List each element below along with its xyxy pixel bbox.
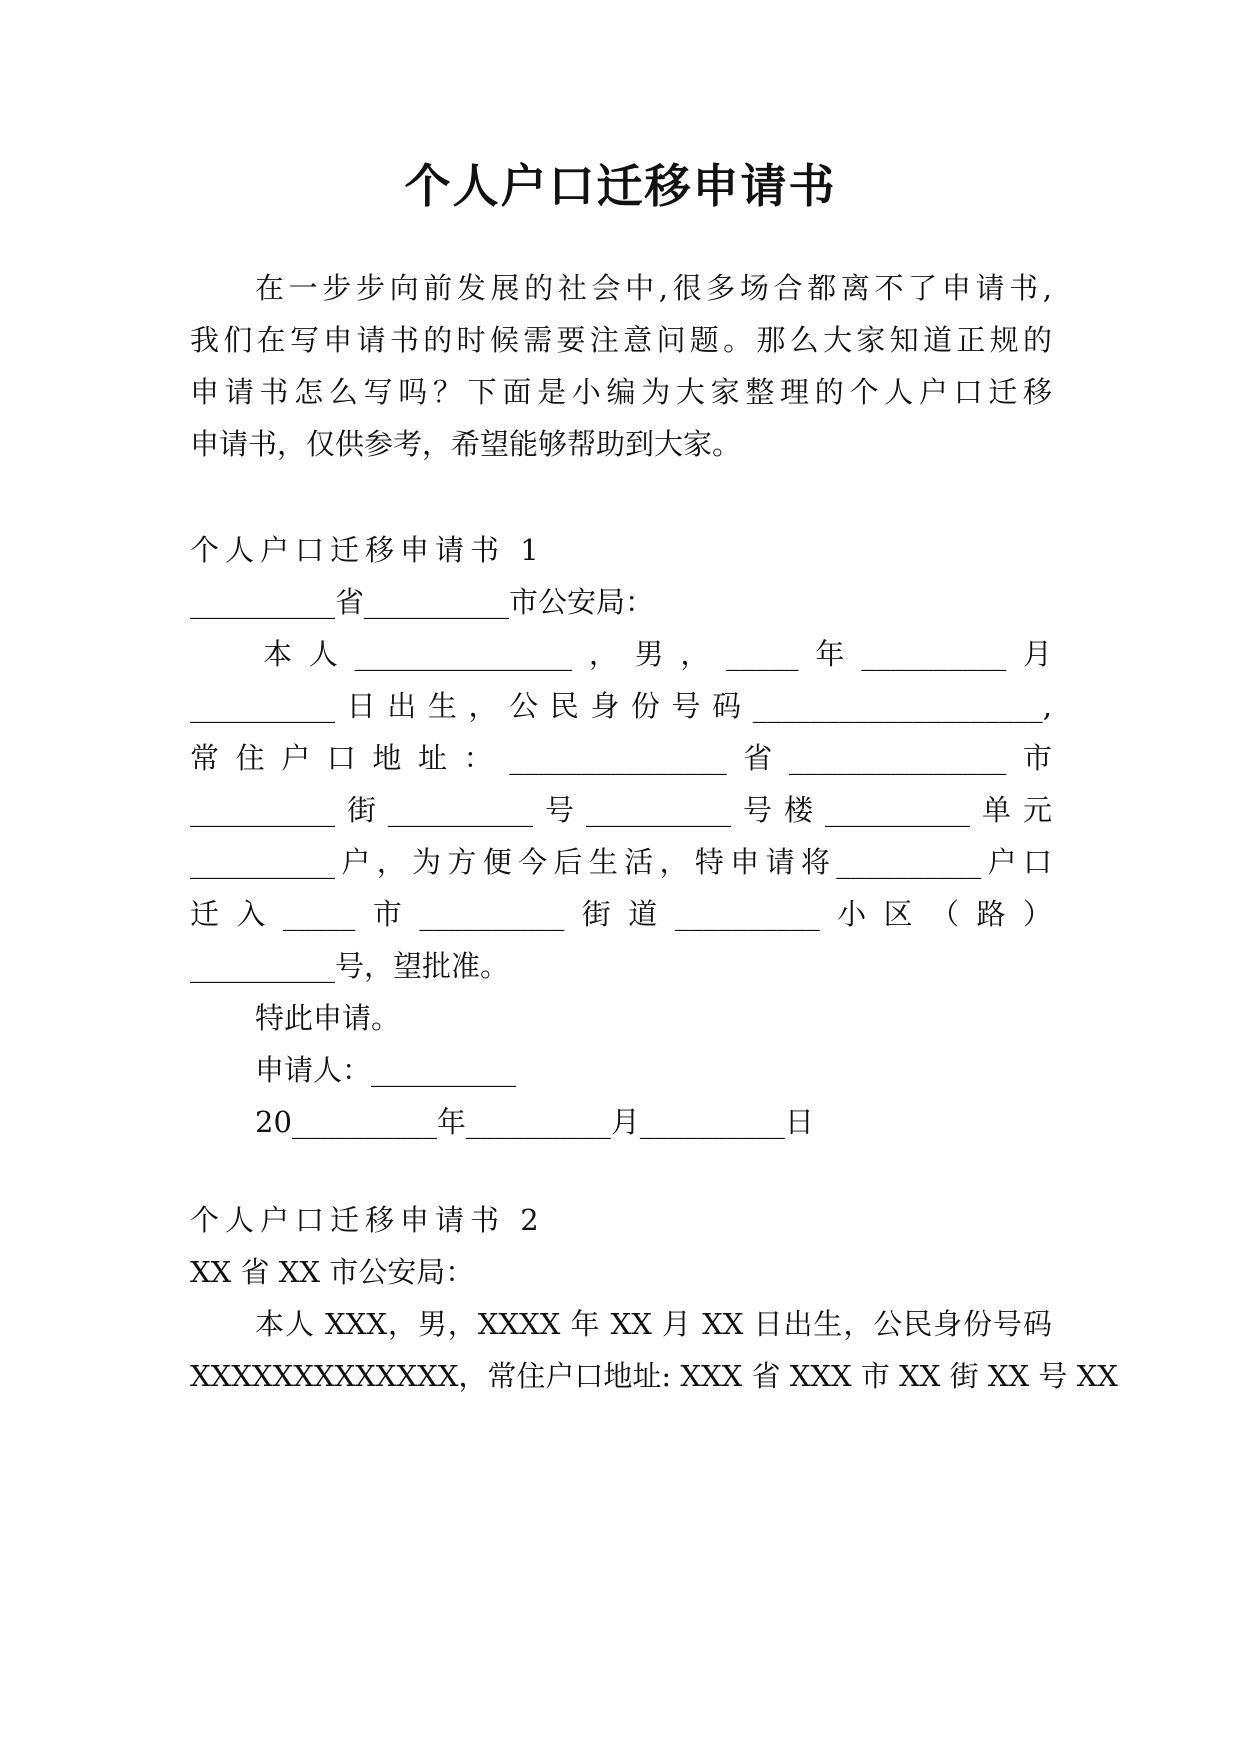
section2-body-line-1: 本人 XXX，男，XXXX 年 XX 月 XX 日出生，公民身份号码 (255, 1307, 1052, 1341)
section1-body-line-7: __________号，望批准。 (190, 949, 510, 983)
intro-line-2: 我们在写申请书的时候需要注意问题。那么大家知道正规的 (190, 323, 1052, 357)
section2-heading: 个人户口迁移申请书 2 (190, 1203, 545, 1237)
section1-body-line-3: 常住户口地址：_______________省_______________市 (190, 741, 1052, 775)
section1-body-line-2: __________日出生，公民身份号码____________________, (190, 689, 1052, 723)
intro-line-3: 申请书怎么写吗？下面是小编为大家整理的个人户口迁移 (190, 375, 1052, 409)
document-title: 个人户口迁移申请书 (404, 159, 837, 213)
section1-body-line-6: 迁入_____市__________街道__________小区（路） (190, 897, 1052, 931)
section1-date: 20__________年__________月__________日 (255, 1105, 814, 1139)
section2-salutation: XX 省 XX 市公安局： (190, 1255, 475, 1289)
section1-body-line-4: __________街__________号__________号楼__________单元 (190, 793, 1052, 827)
intro-line-4: 申请书，仅供参考，希望能够帮助到大家。 (190, 427, 742, 461)
section1-applicant: 申请人：__________ (255, 1053, 517, 1087)
section1-heading: 个人户口迁移申请书 1 (190, 533, 545, 567)
section1-salutation: __________省__________市公安局： (190, 585, 655, 619)
section2-body-line-2: XXXXXXXXXXXXX，常住户口地址: XXX 省 XXX 市 XX 街 XX 号 XX (190, 1359, 1118, 1393)
section1-body-line-1: 本人_______________，男，_____年__________月 (263, 637, 1052, 671)
section1-body-line-5: __________户，为方便今后生活，特申请将__________户口 (190, 845, 1052, 879)
section1-closing: 特此申请。 (255, 1001, 401, 1035)
intro-line-1: 在一步步向前发展的社会中,很多场合都离不了申请书, (255, 271, 1052, 305)
